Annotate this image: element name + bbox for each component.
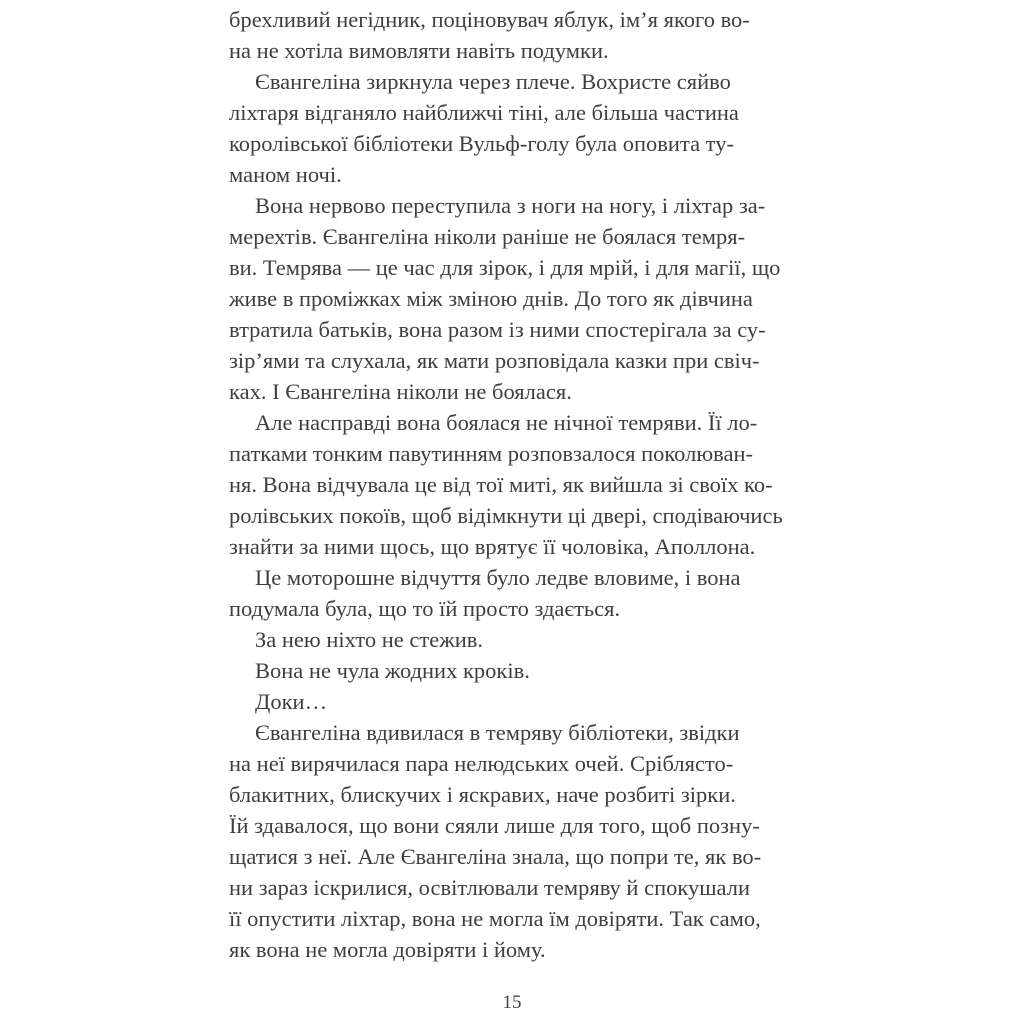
text-line: подумала була, що то їй просто здається. [229, 596, 621, 621]
text-line: Євангеліна вдивилася в темряву бібліотеки, звідки [255, 720, 740, 745]
text-line: її опустити ліхтар, вона не могла їм довіряти. Так само, [229, 906, 761, 931]
text-line: на не хотіла вимовляти навіть подумки. [229, 38, 609, 63]
text-line: знайти за ними щось, що врятує її чоловіка, Аполлона. [229, 534, 756, 559]
text-line: живе в проміжках між зміною днів. До того як дівчина [229, 286, 753, 311]
page-number: 15 [502, 992, 522, 1013]
text-line: втратила батьків, вона разом із ними спостерігала за су- [229, 317, 766, 342]
paragraph [229, 655, 719, 686]
text-line: ліхтаря відганяло найближчі тіні, але більша частина [229, 100, 739, 125]
text-line: Вона нервово переступила з ноги на ногу, і ліхтар за- [255, 193, 766, 218]
text-line: Вона не чула жодних кроків. [255, 658, 530, 683]
text-line: ни зараз іскрилися, освітлювали темряву й спокушали [229, 875, 751, 900]
text-line: ви. Темрява — це час для зірок, і для мрій, і для магії, що [229, 255, 781, 280]
text-line: на неї вирячилася пара нелюдських очей. Сріблясто- [229, 751, 734, 776]
text-line: Їй здавалося, що вони сяяли лише для того, щоб позну- [229, 813, 760, 838]
text-line: За нею ніхто не стежив. [255, 627, 484, 652]
paragraph [229, 407, 783, 562]
text-line: мерехтів. Євангеліна ніколи раніше не боялася темря- [229, 224, 746, 249]
text-line: як вона не могла довіряти і йому. [229, 937, 546, 962]
paragraph [229, 562, 741, 624]
text-line: Але насправді вона боялася не нічної темряви. Її ло- [255, 410, 758, 435]
text-line: маном ночі. [229, 162, 342, 187]
paragraph [229, 66, 739, 190]
text-line: Доки… [255, 689, 328, 714]
text-line: Це моторошне відчуття було ледве вловиме, і вона [255, 565, 741, 590]
text-line: брехливий негідник, поціновувач яблук, ім’я якого во- [229, 7, 750, 32]
text-line: ролівських покоїв, щоб відімкнути ці двері, сподіваючись [229, 503, 783, 528]
text-line: ня. Вона відчувала це від тої миті, як вийшла зі своїх ко- [229, 472, 773, 497]
text-line: зір’ями та слухала, як мати розповідала казки при свіч- [229, 348, 760, 373]
paragraph [229, 4, 750, 66]
text-line: королівської бібліотеки Вульф-голу була оповита ту- [229, 131, 734, 156]
paragraph [229, 624, 719, 655]
text-line: блакитних, блискучих і яскравих, наче розбиті зірки. [229, 782, 736, 807]
text-line: ках. І Євангеліна ніколи не боялася. [229, 379, 572, 404]
paragraph [229, 686, 719, 717]
text-line: щатися з неї. Але Євангеліна знала, що попри те, як во- [229, 844, 762, 869]
text-line: патками тонким павутинням розповзалося поколюван- [229, 441, 754, 466]
paragraph [229, 717, 762, 965]
paragraph [229, 190, 781, 407]
page-body-text [229, 4, 783, 965]
text-line: Євангеліна зиркнула через плече. Вохристе сяйво [255, 69, 731, 94]
